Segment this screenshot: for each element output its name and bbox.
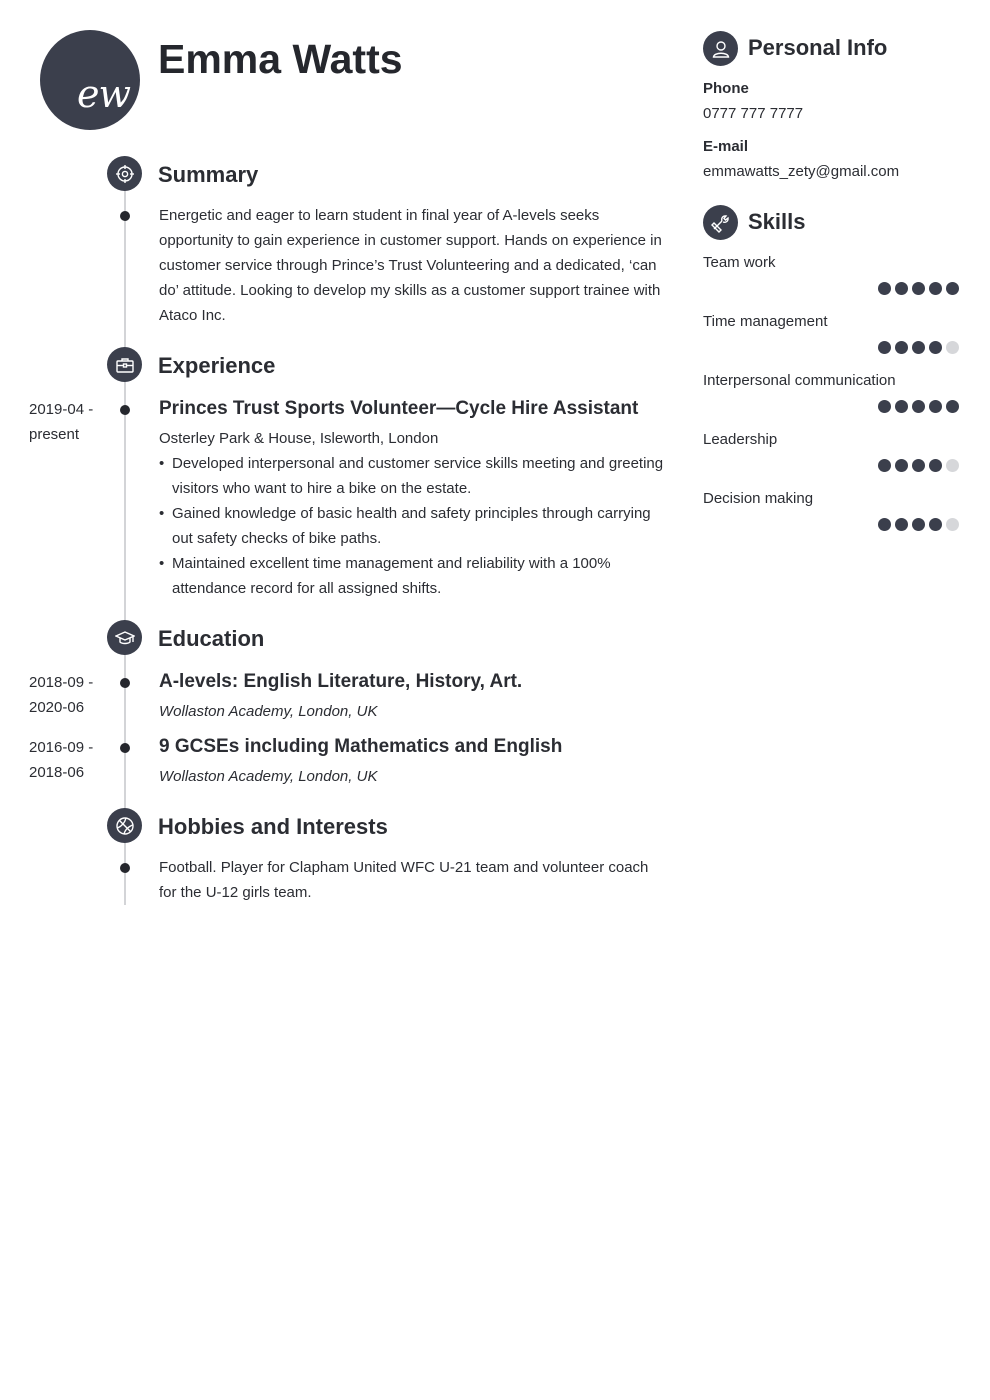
rating-dot-filled <box>946 282 959 295</box>
email-label: E-mail <box>703 138 749 155</box>
rating-dot-filled <box>878 518 891 531</box>
hobbies-text: Football. Player for Clapham United WFC U-21 team and volunteer coach for the U-12 girls team. <box>159 859 649 901</box>
skills-heading: Skills <box>748 209 806 234</box>
timeline-dot <box>120 405 130 415</box>
rating-dot-filled <box>895 400 908 413</box>
edu-date-start: 2016-09 - <box>29 739 94 756</box>
rating-dot-filled <box>878 341 891 354</box>
job-location: Osterley Park & House, Isleworth, London <box>159 430 439 447</box>
education-heading: Education <box>158 626 265 651</box>
email-value: emmawatts_zety@gmail.com <box>703 163 900 180</box>
graduation-cap-icon <box>107 620 142 655</box>
rating-dot-filled <box>929 459 942 472</box>
timeline-dot <box>120 863 130 873</box>
rating-dot-filled <box>929 400 942 413</box>
rating-dot-filled <box>912 341 925 354</box>
rating-dot-filled <box>895 341 908 354</box>
edu-date-end: 2018-06 <box>29 764 85 781</box>
phone-label: Phone <box>703 80 749 97</box>
edu-title: A-levels: English Literature, History, Art. <box>159 671 523 692</box>
rating-dot-filled <box>895 459 908 472</box>
rating-dot-filled <box>929 282 942 295</box>
edu-school: Wollaston Academy, London, UK <box>159 703 378 720</box>
timeline-dot <box>120 678 130 688</box>
job-title: Princes Trust Sports Volunteer—Cycle Hire Assistant <box>159 398 639 419</box>
basketball-icon <box>107 808 142 843</box>
skill-rating <box>878 341 959 354</box>
rating-dot-filled <box>912 282 925 295</box>
job-date-end: present <box>29 426 80 443</box>
edu-date-start: 2018-09 - <box>29 674 94 691</box>
skill-name: Team work <box>703 254 776 271</box>
rating-dot-filled <box>912 518 925 531</box>
job-bullets <box>159 451 669 601</box>
edu-school: Wollaston Academy, London, UK <box>159 768 378 785</box>
job-date-start: 2019-04 - <box>29 401 94 418</box>
rating-dot-filled <box>946 400 959 413</box>
hobbies-heading: Hobbies and Interests <box>158 814 388 839</box>
skill-rating <box>878 459 959 472</box>
skill-rating <box>878 400 959 413</box>
skill-name: Leadership <box>703 431 778 448</box>
phone-value: 0777 777 7777 <box>703 105 804 122</box>
timeline-dot <box>120 743 130 753</box>
rating-dot-filled <box>912 400 925 413</box>
rating-dot-filled <box>895 282 908 295</box>
rating-dot-filled <box>929 518 942 531</box>
skill-name: Time management <box>703 313 828 330</box>
edu-date-end: 2020-06 <box>29 699 85 716</box>
personal-info-heading: Personal Info <box>748 35 888 60</box>
rating-dot-filled <box>878 282 891 295</box>
timeline-dot <box>120 211 130 221</box>
monogram-avatar <box>40 30 140 130</box>
timeline-line <box>124 175 126 905</box>
rating-dot-filled <box>912 459 925 472</box>
skill-name: Decision making <box>703 490 814 507</box>
briefcase-icon <box>107 347 142 382</box>
rating-dot-empty <box>946 518 959 531</box>
skill-name: Interpersonal communication <box>703 372 896 389</box>
experience-heading: Experience <box>158 353 276 378</box>
skill-rating <box>878 518 959 531</box>
job-bullet: • Developed interpersonal and customer service skills meeting and greeting visitors who want to hire a bike on the estate. <box>159 451 669 501</box>
rating-dot-empty <box>946 341 959 354</box>
rating-dot-empty <box>946 459 959 472</box>
rating-dot-filled <box>878 459 891 472</box>
monogram-initials: ew <box>77 72 131 116</box>
edu-title: 9 GCSEs including Mathematics and English <box>159 736 563 757</box>
rating-dot-filled <box>878 400 891 413</box>
summary-text: Energetic and eager to learn student in final year of A-levels seeks opportunity to gain experience in customer support. Hands on experience in customer service through Prince’s Trust Volunteering and a dedicated, ‘can do’ attitude. Looking to develop my skills as a customer support trainee with Ataco Inc. <box>159 207 662 324</box>
resume-name: Emma Watts <box>158 36 403 82</box>
rating-dot-filled <box>929 341 942 354</box>
target-icon <box>107 156 142 191</box>
job-bullet: • Gained knowledge of basic health and safety principles through carrying out safety checks of bike paths. <box>159 501 669 551</box>
summary-heading: Summary <box>158 162 259 187</box>
person-icon <box>703 31 738 66</box>
job-bullet: • Maintained excellent time management and reliability with a 100% attendance record for all assigned shifts. <box>159 551 669 601</box>
rating-dot-filled <box>895 518 908 531</box>
tools-icon <box>703 205 738 240</box>
skill-rating <box>878 282 959 295</box>
